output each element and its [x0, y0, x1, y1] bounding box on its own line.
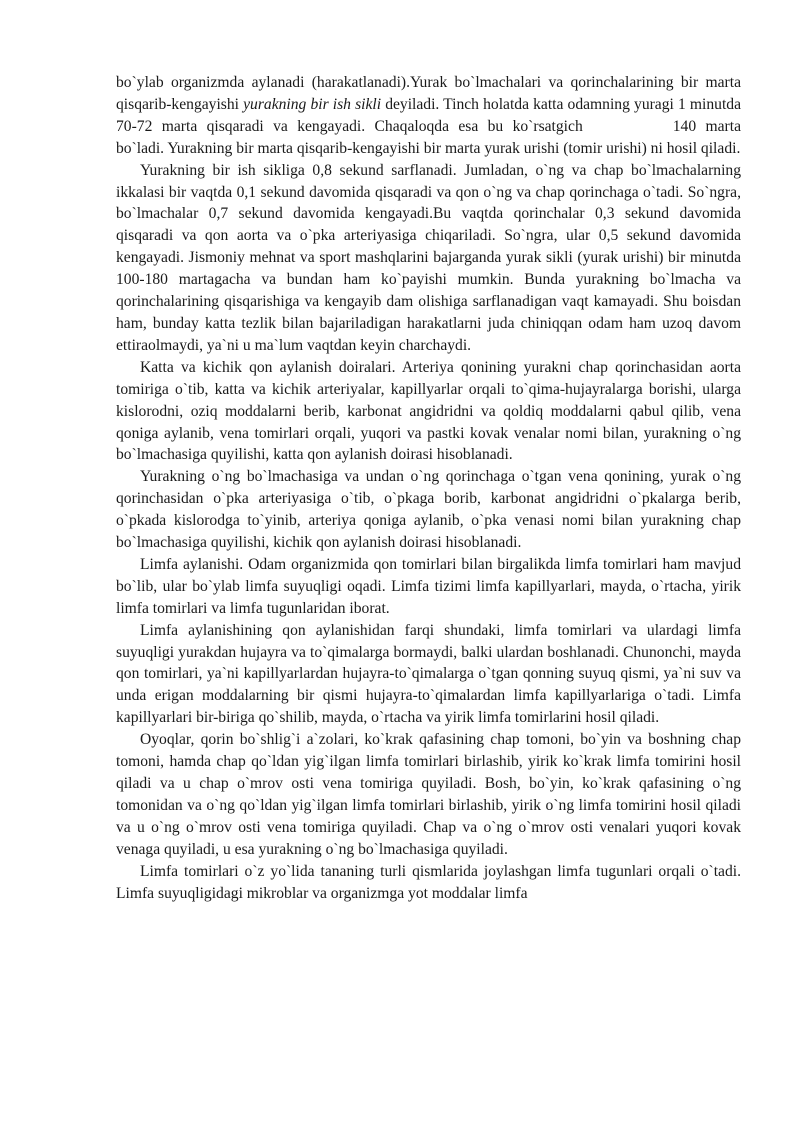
paragraph-1: [116, 72, 741, 160]
text-run: Yurakning bir ish sikliga 0,8 sekund sarflanadi. Jumladan, o`ng va chap bo`lmachalarning ikkalasi bir vaqtda 0,1 sekund davomida qisqaradi va qon o`ng va chap qorinchaga o`tadi. So`ngra, bo`lmachalar 0,7 sekund davomida kengayadi.Bu vaqtda qorinchalar 0,3 sekund davomida qisqaradi va qon aorta va o`pka arteriyasiga chiqariladi. So`ngra, ular 0,5 sekund davomida kengayadi. Jismoniy mehnat va sport mashqlarini bajarganda yurak sikli (yurak urishi) bir minutda 100-180 martagacha va bundan ham ko`payishi mumkin. Bunda yurakning bo`lmacha va qorinchalarining qisqarishiga va kengayib dam olishiga sarflanadigan vaqt kamayadi. Shu boisdan ham, bunday katta tezlik bilan bajariladigan harakatlarni juda chiniqqan odam ham uzoq davom ettiraolmaydi, ya`ni u ma`lum vaqtdan keyin charchaydi.: [116, 161, 741, 354]
italic-term: yurakning bir ish sikli: [243, 95, 382, 113]
text-run: Limfa aylanishining qon aylanishidan farqi shundaki, limfa tomirlari va ulardagi limfa suyuqligi yurakdan hujayra va to`qimalarga bormaydi, balki ulardan boshlanadi. Chunonchi, mayda qon tomirlari, ya`ni kapillyarlardan hujayra-to`qimalarga o`tgan qonning suyuq qismi, ya`ni suv va unda erigan moddalarning bir qismi hujayra-to`qimalardan limfa kapillyarlariga o`tadi. Limfa kapillyarlari bir-biriga qo`shilib, mayda, o`rtacha va yirik limfa tomirlarini hosil qiladi.: [116, 621, 741, 727]
text-run: deyiladi. Tinch holatda katta odamning yuragi 1 minutda 70-72 marta qisqaradi va kengayadi. Chaqaloqda esa bu ko`rsatgich: [116, 95, 741, 135]
paragraph-2: [116, 160, 741, 357]
paragraph-8: [116, 861, 741, 905]
text-run: 140 marta bo`ladi. Yurakning bir marta qisqarib-kengayishi bir marta yurak urishi (tomir urishi) ni hosil qiladi.: [116, 117, 741, 157]
document-page: [116, 72, 741, 904]
text-run: bo`ylab organizmda aylanadi (harakatlanadi).Yurak bo`lmachalari va qorinchalarining bir marta qisqarib-kengayishi: [116, 74, 741, 113]
paragraph-6: [116, 620, 741, 730]
paragraph-3: [116, 357, 741, 467]
paragraph-7: [116, 729, 741, 860]
text-run: Katta va kichik qon aylanish doiralari. Arteriya qonining yurakni chap qorinchasidan aorta tomiriga o`tib, katta va kichik arteriyalar, kapillyarlar orqali to`qima-hujayralarga borishi, ularga kislorodni, oziq moddalarni berib, karbonat angidridni va qoldiq moddalarni qabul qilib, vena qoniga aylanib, vena tomirlari orqali, yuqori va pastki kovak venalar nomi bilan, yurakning o`ng bo`lmachasiga quyilishi, katta qon aylanish doirasi hisoblanadi.: [116, 358, 741, 464]
text-run: Yurakning o`ng bo`lmachasiga va undan o`ng qorinchaga o`tgan vena qonining, yurak o`ng qorinchasidan o`pka arteriyasiga o`tib, o`pkaga borib, karbonat angidridni o`pkalarga berib, o`pkada kislorodga to`yinib, arteriya qoniga aylanib, o`pka venasi nomi bilan yurakning chap bo`lmachasiga quyilishi, kichik qon aylanish doirasi hisoblanadi.: [116, 468, 741, 552]
text-run: Limfa tomirlari o`z yo`lida tananing turli qismlarida joylashgan limfa tugunlari orqali o`tadi. Limfa suyuqligidagi mikroblar va organizmga yot moddalar limfa: [116, 862, 741, 902]
text-run: Limfa aylanishi. Odam organizmida qon tomirlari bilan birgalikda limfa tomirlari ham mavjud bo`lib, ular bo`ylab limfa suyuqligi oqadi. Limfa tizimi limfa kapillyarlari, mayda, o`rtacha, yirik limfa tomirlari va limfa tugunlaridan iborat.: [116, 555, 741, 617]
paragraph-5: [116, 554, 741, 620]
paragraph-4: [116, 466, 741, 554]
text-run: Oyoqlar, qorin bo`shlig`i a`zolari, ko`krak qafasining chap tomoni, bo`yin va boshning chap tomoni, hamda chap qo`ldan yig`ilgan limfa tomirlari birlashib, yirik ko`krak limfa tomirini hosil qiladi va u chap o`mrov osti vena tomiriga quyiladi. Bosh, bo`yin, ko`krak qafasining o`ng tomonidan va o`ng qo`ldan yig`ilgan limfa tomirlari birlashib, yirik o`ng limfa tomirini hosil qiladi va u o`ng o`mrov osti vena tomiriga quyiladi. Chap va o`ng o`mrov osti venalari yuqori kovak venaga quyiladi, u esa yurakning o`ng bo`lmachasiga quyiladi.: [116, 731, 741, 858]
